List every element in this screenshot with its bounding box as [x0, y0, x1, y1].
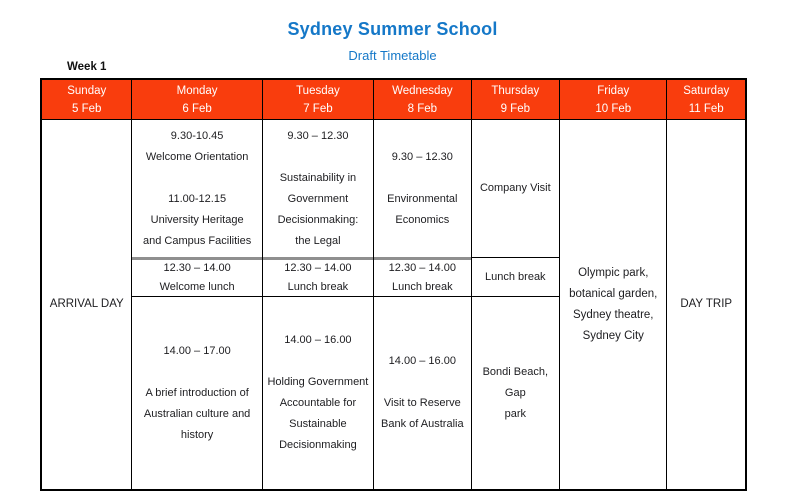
header-sunday: [42, 80, 131, 120]
header-thursday: [472, 80, 560, 120]
day-date: 9 Feb: [500, 102, 530, 115]
cell-wednesday-lunch: 12.30 – 14.00 Lunch break: [374, 257, 470, 297]
page-subtitle: Draft Timetable: [348, 48, 437, 63]
day-name: Monday: [176, 84, 218, 97]
cell-tuesday-afternoon: 14.00 – 16.00 Holding Government Accountable for Sustainable Decisionmaking: [267, 334, 369, 451]
header-friday: [560, 80, 666, 120]
day-date: 11 Feb: [688, 102, 724, 115]
cell-wednesday-afternoon: 14.00 – 16.00 Visit to Reserve Bank of Australia: [381, 355, 464, 430]
day-name: Friday: [597, 84, 630, 97]
day-name: Thursday: [491, 84, 540, 97]
header-monday: [132, 80, 261, 120]
header-tuesday: [263, 80, 373, 120]
cell-tuesday-lunch: 12.30 – 14.00 Lunch break: [263, 257, 373, 297]
cell-tuesday-morning: 9.30 – 12.30 Sustainability in Government Decisionmaking: the Legal: [277, 130, 359, 247]
day-date: 6 Feb: [182, 102, 212, 115]
column-sunday: [42, 80, 132, 489]
cell-sunday-arrival-day: ARRIVAL DAY: [49, 298, 124, 310]
header-saturday: [667, 80, 745, 120]
column-friday: [560, 80, 667, 489]
cell-thursday-lunch: Lunch break: [472, 257, 560, 297]
column-monday: [132, 80, 262, 489]
day-date: 8 Feb: [407, 102, 438, 115]
header-wednesday: [374, 80, 470, 120]
cell-thursday-afternoon: Bondi Beach, Gap park: [482, 365, 549, 420]
day-name: Saturday: [683, 84, 730, 97]
day-date: 5 Feb: [72, 102, 102, 115]
page-title: Sydney Summer School: [287, 19, 498, 39]
column-thursday: [472, 80, 561, 489]
cell-monday-afternoon: 14.00 – 17.00 A brief introduction of Australian culture and history: [143, 344, 251, 441]
cell-saturday-day-trip: DAY TRIP: [680, 298, 733, 310]
week-label: Week 1: [67, 61, 107, 73]
column-saturday: [667, 80, 745, 489]
cell-thursday-morning: Company Visit: [479, 182, 551, 194]
cell-monday-lunch: 12.30 – 14.00 Welcome lunch: [132, 257, 261, 297]
day-date: 7 Feb: [303, 102, 333, 115]
day-name: Wednesday: [392, 84, 453, 97]
day-name: Sunday: [67, 84, 107, 97]
day-name: Tuesday: [296, 84, 340, 97]
day-date: 10 Feb: [595, 102, 632, 115]
cell-wednesday-morning: 9.30 – 12.30 Environmental Economics: [387, 150, 458, 226]
column-wednesday: [374, 80, 471, 489]
timetable: [40, 78, 747, 491]
cell-monday-morning: 9.30-10.45 Welcome Orientation 11.00-12.15 University Heritage and Campus Facilities: [143, 130, 252, 247]
column-tuesday: [263, 80, 374, 489]
cell-friday-day-trip-list: Olympic park, botanical garden, Sydney theatre, Sydney City: [569, 266, 658, 342]
